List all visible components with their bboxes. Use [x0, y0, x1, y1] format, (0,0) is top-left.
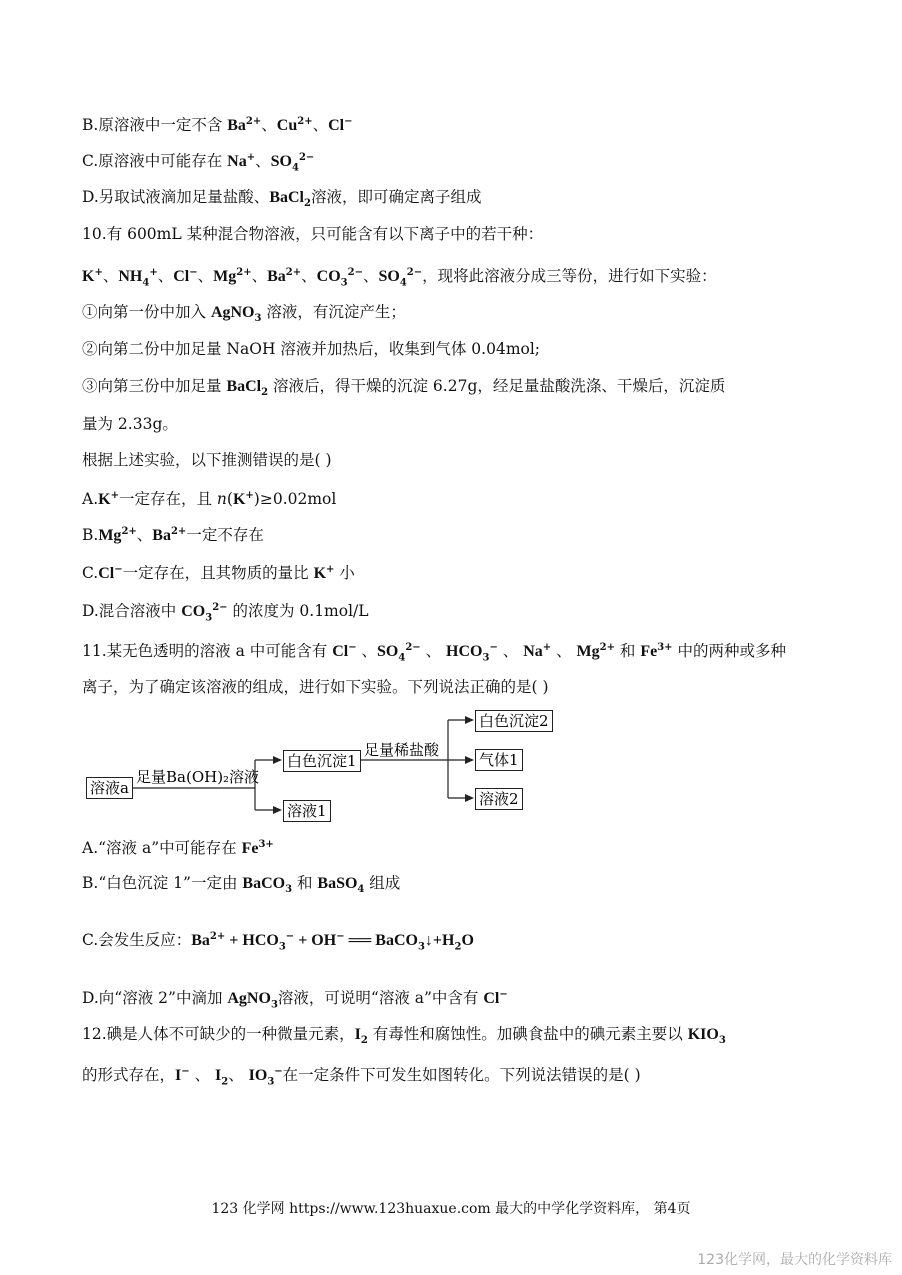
q10-option-b	[82, 521, 264, 547]
text-fragment: 、	[251, 267, 268, 286]
formula-fragment: Mg	[213, 268, 237, 286]
formula-fragment: 2−	[347, 267, 363, 278]
formula-fragment: 2+	[236, 267, 252, 278]
formula-fragment: SO	[270, 153, 292, 171]
formula-fragment: Cl	[98, 565, 115, 583]
flow-label-reagent-1: 足量Ba(OH)₂溶液	[136, 768, 260, 786]
formula-fragment: +	[542, 642, 552, 653]
text-fragment: 和	[292, 874, 318, 892]
formula-fragment: I	[215, 1067, 222, 1085]
formula-fragment: +	[246, 152, 256, 163]
flow-box-solution-1: 溶液1	[283, 800, 331, 822]
formula-fragment: −	[189, 267, 198, 278]
formula-fragment: 4	[399, 277, 407, 289]
text-fragment: 、	[228, 1066, 249, 1085]
text-fragment: 和	[614, 642, 641, 661]
text-fragment: 在一定条件下可发生如图转化。下列说法错误的是( )	[282, 1066, 641, 1085]
text-fragment: 、	[136, 526, 153, 545]
formula-fragment: Ba	[152, 527, 171, 545]
formula-fragment: BaCO	[242, 875, 286, 892]
watermark: 123化学网，最大的化学资料库	[697, 1252, 892, 1268]
formula-fragment: 3	[340, 277, 348, 289]
formula-fragment: +	[245, 490, 254, 501]
text-fragment: 、	[551, 642, 577, 661]
option-b-line	[82, 111, 352, 137]
text-fragment: 、	[102, 267, 119, 286]
text-fragment: 有毒性和腐蚀性。加碘食盐中的碘元素主要以	[367, 1025, 688, 1043]
text-fragment: D.混合溶液中	[82, 602, 182, 621]
formula-fragment: +	[149, 267, 158, 278]
q10-option-c	[82, 559, 355, 585]
formula-fragment: 4	[291, 162, 299, 174]
formula-fragment: 2+	[245, 116, 262, 127]
formula-fragment: Cl	[328, 117, 345, 135]
formula-fragment: CO	[181, 603, 206, 621]
formula-fragment: 2−	[212, 602, 228, 613]
formula-fragment: 2+	[121, 526, 137, 537]
formula-fragment: + OH	[294, 932, 337, 950]
formula-fragment: 2	[261, 387, 269, 399]
text-fragment: ③向第三份中加足量	[82, 377, 227, 395]
formula-fragment: −	[344, 116, 353, 127]
text-fragment: 、	[420, 642, 447, 661]
formula-fragment: Mg	[98, 527, 122, 545]
page-footer: 123 化学网 https://www.123huaxue.com 最大的中学化学资料库， 第4页	[211, 1201, 691, 1217]
text-fragment: D.另取试液滴加足量盐酸、	[82, 188, 270, 206]
formula-fragment: 3	[285, 884, 293, 896]
formula-fragment: O	[461, 932, 474, 950]
text-fragment: A.	[82, 490, 99, 509]
formula-fragment: BaSO	[317, 875, 358, 892]
formula-fragment: K	[98, 491, 111, 509]
text-fragment: 11.某无色透明的溶液 a 中可能含有	[82, 642, 333, 661]
question-12-stem-cont	[82, 1061, 641, 1093]
text-fragment: 一定存在，且	[118, 490, 217, 509]
formula-fragment: ══ BaCO	[344, 932, 418, 950]
flow-box-white-ppt-1: 白色沉淀1	[283, 750, 361, 772]
formula-fragment: 3	[718, 1035, 726, 1047]
text-fragment: 溶液，即可确定离子组成	[310, 188, 482, 206]
formula-fragment: 2+	[170, 526, 187, 537]
formula-fragment: BaCl	[226, 378, 262, 395]
formula-fragment: −	[114, 564, 123, 575]
formula-fragment: 3	[482, 652, 490, 664]
text-fragment: 、	[356, 642, 378, 661]
formula-fragment: 2+	[209, 931, 226, 942]
formula-fragment: Ba	[191, 932, 210, 950]
formula-fragment: Na	[523, 643, 543, 661]
text-fragment: ，现将此溶液分成三等份，进行如下实验：	[422, 267, 717, 286]
text-fragment: 、	[301, 267, 317, 286]
experiment-2: ②向第二份中加足量 NaOH 溶液并加热后，收集到气体 0.04mol;	[82, 340, 541, 358]
experiment-3	[82, 375, 725, 404]
text-fragment: B.“白色沉淀 1”一定由	[82, 874, 243, 892]
formula-fragment: I	[354, 1026, 361, 1043]
formula-fragment: Cu	[276, 117, 298, 135]
formula-fragment: 2+	[599, 642, 615, 653]
text-fragment: (	[226, 490, 233, 509]
text-fragment: ①向第一份中加入	[82, 303, 211, 321]
formula-fragment: NH	[118, 268, 143, 286]
formula-fragment: n	[216, 490, 227, 509]
formula-fragment: IO	[248, 1067, 268, 1085]
formula-fragment: K	[232, 491, 246, 509]
q10-option-d	[82, 597, 369, 629]
flow-box-white-ppt-2: 白色沉淀2	[475, 710, 553, 732]
formula-fragment: 3	[267, 1076, 275, 1088]
question-10-ions	[82, 262, 717, 294]
formula-fragment: AgNO	[210, 304, 255, 321]
formula-fragment: 3	[254, 313, 262, 325]
formula-fragment: K	[313, 565, 327, 583]
formula-fragment: AgNO	[227, 990, 271, 1008]
question-11-stem-cont: 离子，为了确定该溶液的组成，进行如下实验。下列说法正确的是( )	[82, 678, 549, 696]
formula-fragment: 3	[278, 941, 286, 953]
formula-fragment: BaCl	[269, 189, 304, 206]
formula-fragment: −	[336, 931, 345, 942]
formula-fragment: Cl	[483, 990, 500, 1008]
text-fragment: 一定存在，且其物质的量比	[122, 564, 314, 583]
formula-fragment: I	[175, 1067, 182, 1085]
formula-fragment: 3	[417, 941, 425, 953]
formula-fragment: Ba	[227, 117, 246, 135]
flow-box-gas-1: 气体1	[475, 749, 523, 771]
q11-option-c	[82, 926, 474, 958]
formula-fragment: −	[348, 642, 357, 653]
option-c-line	[82, 147, 314, 179]
formula-fragment: Fe	[241, 840, 259, 858]
formula-fragment: Na	[227, 153, 247, 171]
text-fragment: 溶液，有沉淀产生；	[261, 303, 406, 321]
formula-fragment: 2+	[297, 116, 313, 127]
text-fragment: 、	[157, 267, 174, 286]
formula-fragment: KIO	[687, 1026, 719, 1043]
text-fragment: B.原溶液中一定不含	[82, 116, 228, 135]
formula-fragment: 2+	[285, 267, 302, 278]
question-12-stem	[82, 1023, 726, 1052]
question-11-stem	[82, 637, 786, 669]
text-fragment: D.向“溶液 2”中滴加	[82, 989, 228, 1008]
text-fragment: 溶液后，得干燥的沉淀 6.27g，经足量盐酸洗涤、干燥后，沉淀质	[268, 377, 726, 395]
formula-fragment: 2	[221, 1076, 229, 1088]
text-fragment: C.	[82, 564, 99, 583]
question-10-ask: 根据上述实验，以下推测错误的是( )	[82, 451, 332, 469]
text-fragment: C.会发生反应：	[82, 931, 192, 950]
text-fragment: 、	[255, 152, 271, 171]
text-fragment: 一定不存在	[186, 526, 264, 545]
text-fragment: 、	[197, 267, 214, 286]
text-fragment: 、	[261, 116, 277, 135]
formula-fragment: SO	[377, 643, 399, 661]
formula-fragment: 3	[205, 612, 213, 624]
text-fragment: 、	[362, 267, 379, 286]
text-fragment: C.原溶液中可能存在	[82, 152, 228, 171]
formula-fragment: −	[181, 1066, 190, 1077]
q11-option-a	[82, 834, 274, 860]
formula-fragment: Fe	[640, 643, 658, 661]
formula-fragment: +	[94, 267, 103, 278]
q11-option-d	[82, 984, 508, 1016]
formula-fragment: Ba	[267, 268, 286, 286]
question-10-stem: 10.有 600mL 某种混合物溶液，只可能含有以下离子中的若干种：	[82, 225, 544, 243]
formula-fragment: −	[489, 642, 498, 653]
formula-fragment: 3	[270, 999, 278, 1011]
q11-option-b	[82, 872, 400, 901]
text-fragment: 、	[497, 642, 524, 661]
formula-fragment: 2	[303, 198, 311, 210]
formula-fragment: 4	[357, 884, 365, 896]
q10-option-a	[82, 485, 336, 511]
formula-fragment: 2	[454, 941, 462, 953]
formula-fragment: ↓+H	[424, 932, 455, 950]
formula-fragment: 2−	[406, 267, 423, 278]
formula-fragment: HCO	[446, 643, 483, 661]
text-fragment: 小	[334, 564, 355, 583]
formula-fragment: + HCO	[225, 932, 279, 950]
text-fragment: )≥0.02mol	[253, 490, 337, 509]
formula-fragment: 3+	[258, 839, 274, 850]
formula-fragment: SO	[378, 268, 400, 286]
text-fragment: 、	[312, 116, 329, 135]
formula-fragment: Mg	[576, 643, 600, 661]
formula-fragment: 4	[142, 277, 150, 289]
flow-box-solution-a: 溶液a	[86, 777, 133, 799]
formula-fragment: Cl	[173, 268, 190, 286]
formula-fragment: 2−	[298, 152, 315, 163]
option-d-line	[82, 186, 481, 215]
text-fragment: A.“溶液 a”中可能存在	[82, 839, 242, 858]
text-fragment: 组成	[364, 874, 401, 892]
formula-fragment: −	[285, 931, 295, 942]
formula-fragment: +	[110, 490, 119, 501]
text-fragment: 中的两种或多种	[672, 642, 786, 661]
formula-fragment: 2	[360, 1035, 368, 1047]
formula-fragment: K	[82, 268, 95, 286]
flow-label-reagent-2: 足量稀盐酸	[364, 741, 440, 759]
formula-fragment: 4	[398, 652, 406, 664]
formula-fragment: 3+	[657, 642, 673, 653]
formula-fragment: Cl	[332, 643, 349, 661]
flow-box-solution-2: 溶液2	[475, 788, 523, 810]
formula-fragment: −	[499, 989, 508, 1000]
text-fragment: 的浓度为 0.1mol/L	[227, 602, 369, 621]
formula-fragment: CO	[316, 268, 341, 286]
formula-fragment: +	[326, 564, 335, 575]
text-fragment: 12.碘是人体不可缺少的一种微量元素，	[82, 1025, 355, 1043]
text-fragment: B.	[82, 526, 99, 545]
formula-fragment: −	[274, 1066, 283, 1077]
text-fragment: 、	[189, 1066, 215, 1085]
experiment-1	[82, 301, 406, 330]
experiment-3-cont: 量为 2.33g。	[82, 415, 178, 433]
formula-fragment: 2−	[405, 642, 421, 653]
text-fragment: 的形式存在，	[82, 1066, 176, 1085]
text-fragment: 溶液，可说明“溶液 a”中含有	[277, 989, 484, 1008]
